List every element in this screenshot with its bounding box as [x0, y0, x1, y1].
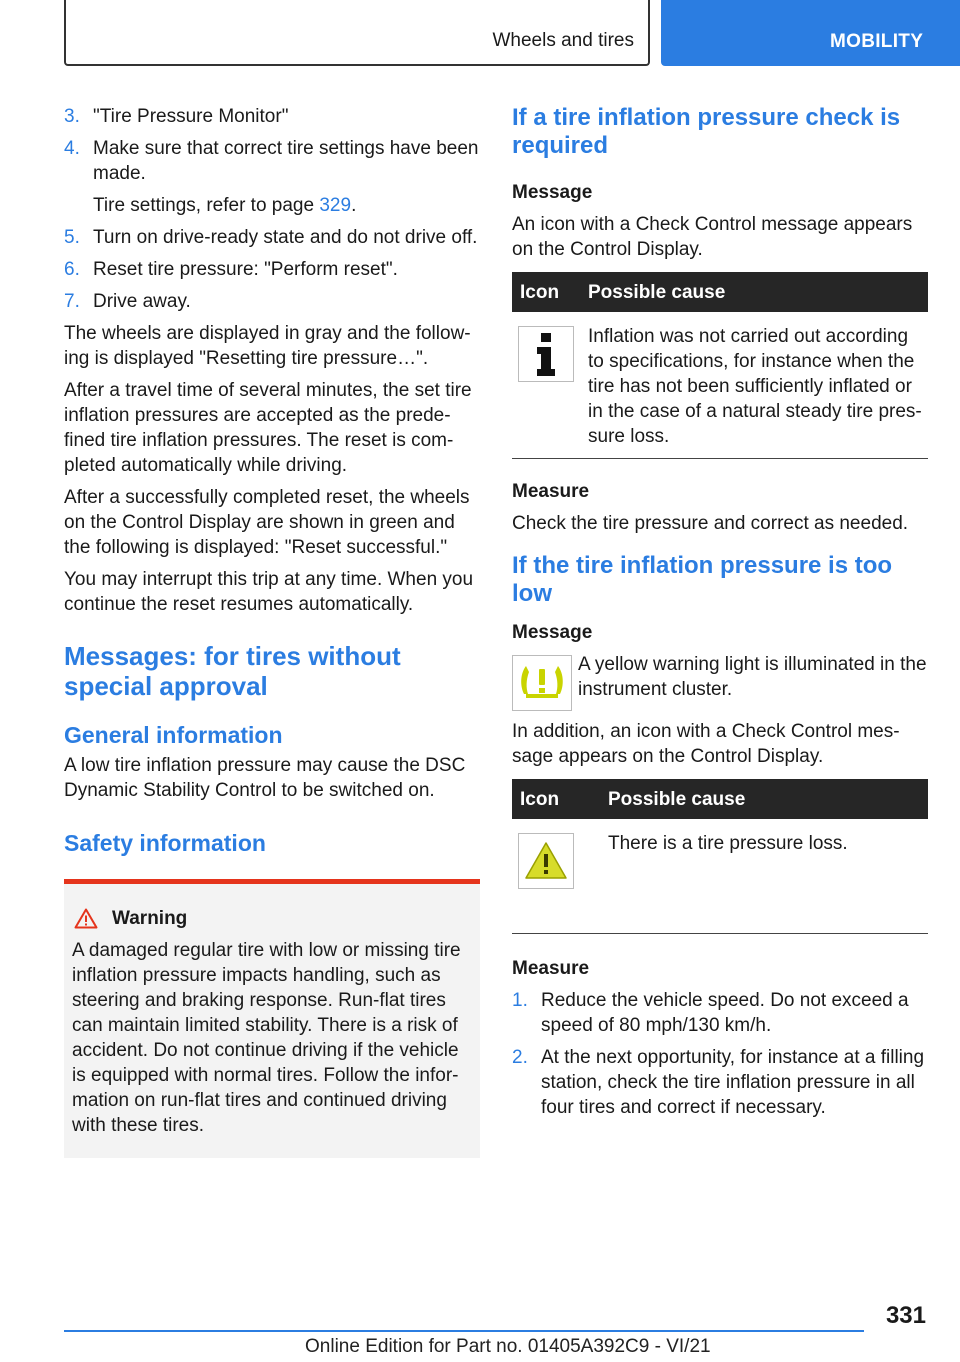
paragraph: After a successfully completed reset, the wheels on the Control Display are shown in green and the following is displayed: "Reset successful." — [64, 487, 470, 558]
cause-table — [512, 272, 928, 459]
subsection-heading: If the tire inflation pressure is too low — [512, 552, 893, 607]
table-header-row — [512, 272, 928, 312]
cause-table — [512, 779, 928, 934]
section-heading: If a tire inflation pressure check is required — [512, 104, 901, 159]
paragraph: In addition, an icon with a Check Control mes-sage appears on the Control Display. — [512, 721, 900, 767]
step-text: Drive away. — [93, 291, 191, 312]
step-item — [64, 289, 480, 314]
table-header-icon: Icon — [512, 779, 600, 819]
table-row — [512, 312, 928, 459]
header-section-tab — [64, 0, 650, 66]
step-item — [64, 136, 480, 186]
footer-divider — [64, 1330, 864, 1332]
warning-title — [72, 906, 472, 931]
info-i-icon — [526, 330, 566, 378]
step-item — [512, 1045, 928, 1120]
step-text: "Tire Pressure Monitor" — [93, 106, 289, 127]
measure-label: Measure — [512, 957, 590, 979]
warning-box — [64, 879, 480, 1158]
step-text: Reduce the vehicle speed. Do not exceed a speed of 80 mph/130 km/h. — [541, 989, 909, 1036]
step-number: 5. — [64, 227, 80, 248]
left-column — [64, 104, 480, 1158]
paragraph: A low tire inflation pressure may cause the DSC Dynamic Stability Control to be switched on. — [64, 755, 466, 801]
step-item — [512, 988, 928, 1038]
warning-triangle-icon — [518, 833, 574, 889]
footer-edition: Online Edition for Part no. 01405A392C9 - VI/21 — [305, 1336, 711, 1357]
header-section-title: Wheels and tires — [492, 30, 634, 51]
step-item — [64, 225, 480, 250]
subsection-heading: Safety information — [64, 830, 266, 856]
header-chapter-title: MOBILITY — [830, 31, 924, 52]
reference-suffix: . — [351, 195, 357, 216]
table-header-row — [512, 779, 928, 819]
step-number: 6. — [64, 259, 80, 280]
page-link[interactable]: 329 — [319, 195, 352, 216]
step-number: 4. — [64, 138, 80, 159]
step-text: At the next opportunity, for instance at a filling station, check the tire inflation pressure in all four tires and correct if necessary. — [541, 1046, 925, 1118]
paragraph: You may interrupt this trip at any time. When you continue the reset resumes automatically. — [64, 569, 474, 615]
step-number: 7. — [64, 291, 80, 312]
step-item — [64, 257, 480, 282]
paragraph: Check the tire pressure and correct as needed. — [512, 513, 909, 534]
paragraph: After a travel time of several minutes, the set tire inflation pressures are accepted as the prede-fined tire inflation pressures. The reset is com-pleted automatically while driving. — [64, 380, 472, 476]
message-label: Message — [512, 622, 593, 643]
yellow-triangle-icon — [522, 839, 570, 883]
table-header-icon: Icon — [512, 272, 580, 312]
info-icon — [518, 326, 574, 382]
step-number: 2. — [512, 1046, 528, 1068]
step-item — [64, 104, 480, 129]
message-label: Message — [512, 182, 593, 203]
section-heading: Messages: for tires without special approval — [64, 641, 401, 701]
step-text: Reset tire pressure: "Perform reset". — [93, 259, 398, 280]
table-cell-icon — [512, 819, 600, 933]
reference-text: Tire settings, refer to page — [93, 195, 320, 216]
yellow-warning-message — [512, 652, 928, 711]
tire-warning-lamp-icon — [516, 660, 568, 706]
table-cell-cause: There is a tire pressure loss. — [600, 819, 928, 933]
yellow-warning-text: A yellow warning light is illuminated in the instrument cluster. — [578, 654, 927, 700]
table-cell-cause: Inflation was not carried out according to specifications, for instance when the tire has not been sufficiently inflated or in the case of a natural steady tire pres-sure loss. — [580, 312, 928, 459]
table-cell-icon — [512, 312, 580, 459]
subsection-heading: General information — [64, 722, 283, 748]
paragraph: An icon with a Check Control message appears on the Control Display. — [512, 214, 913, 260]
table-header-cause: Possible cause — [580, 272, 928, 312]
header-chapter-tab — [661, 0, 960, 66]
table-header-cause: Possible cause — [600, 779, 928, 819]
step-number: 3. — [64, 106, 80, 127]
step-number: 1. — [512, 989, 528, 1011]
step-text: Make sure that correct tire settings have been made. — [93, 138, 479, 184]
right-column — [512, 104, 928, 1127]
warning-title-text: Warning — [112, 908, 188, 929]
step-text: Turn on drive-ready state and do not drive off. — [93, 227, 478, 248]
warning-triangle-icon — [74, 908, 98, 929]
measure-label: Measure — [512, 481, 590, 502]
warning-text: A damaged regular tire with low or missing tire inflation pressure impacts handling, such as steering and braking response. Run-flat tires can maintain limited stability. There is a risk of accident. Do not continue driving if the vehicle is equipped with normal tires. Follow the infor-mation on run-flat tires and continued driving with these tires. — [72, 940, 461, 1136]
paragraph: The wheels are displayed in gray and the follow-ing is displayed "Resetting tire pressure…". — [64, 323, 471, 369]
page-number: 331 — [885, 1302, 926, 1329]
tire-settings-reference — [64, 193, 480, 218]
table-row — [512, 819, 928, 933]
tire-pressure-warning-icon — [512, 655, 572, 711]
